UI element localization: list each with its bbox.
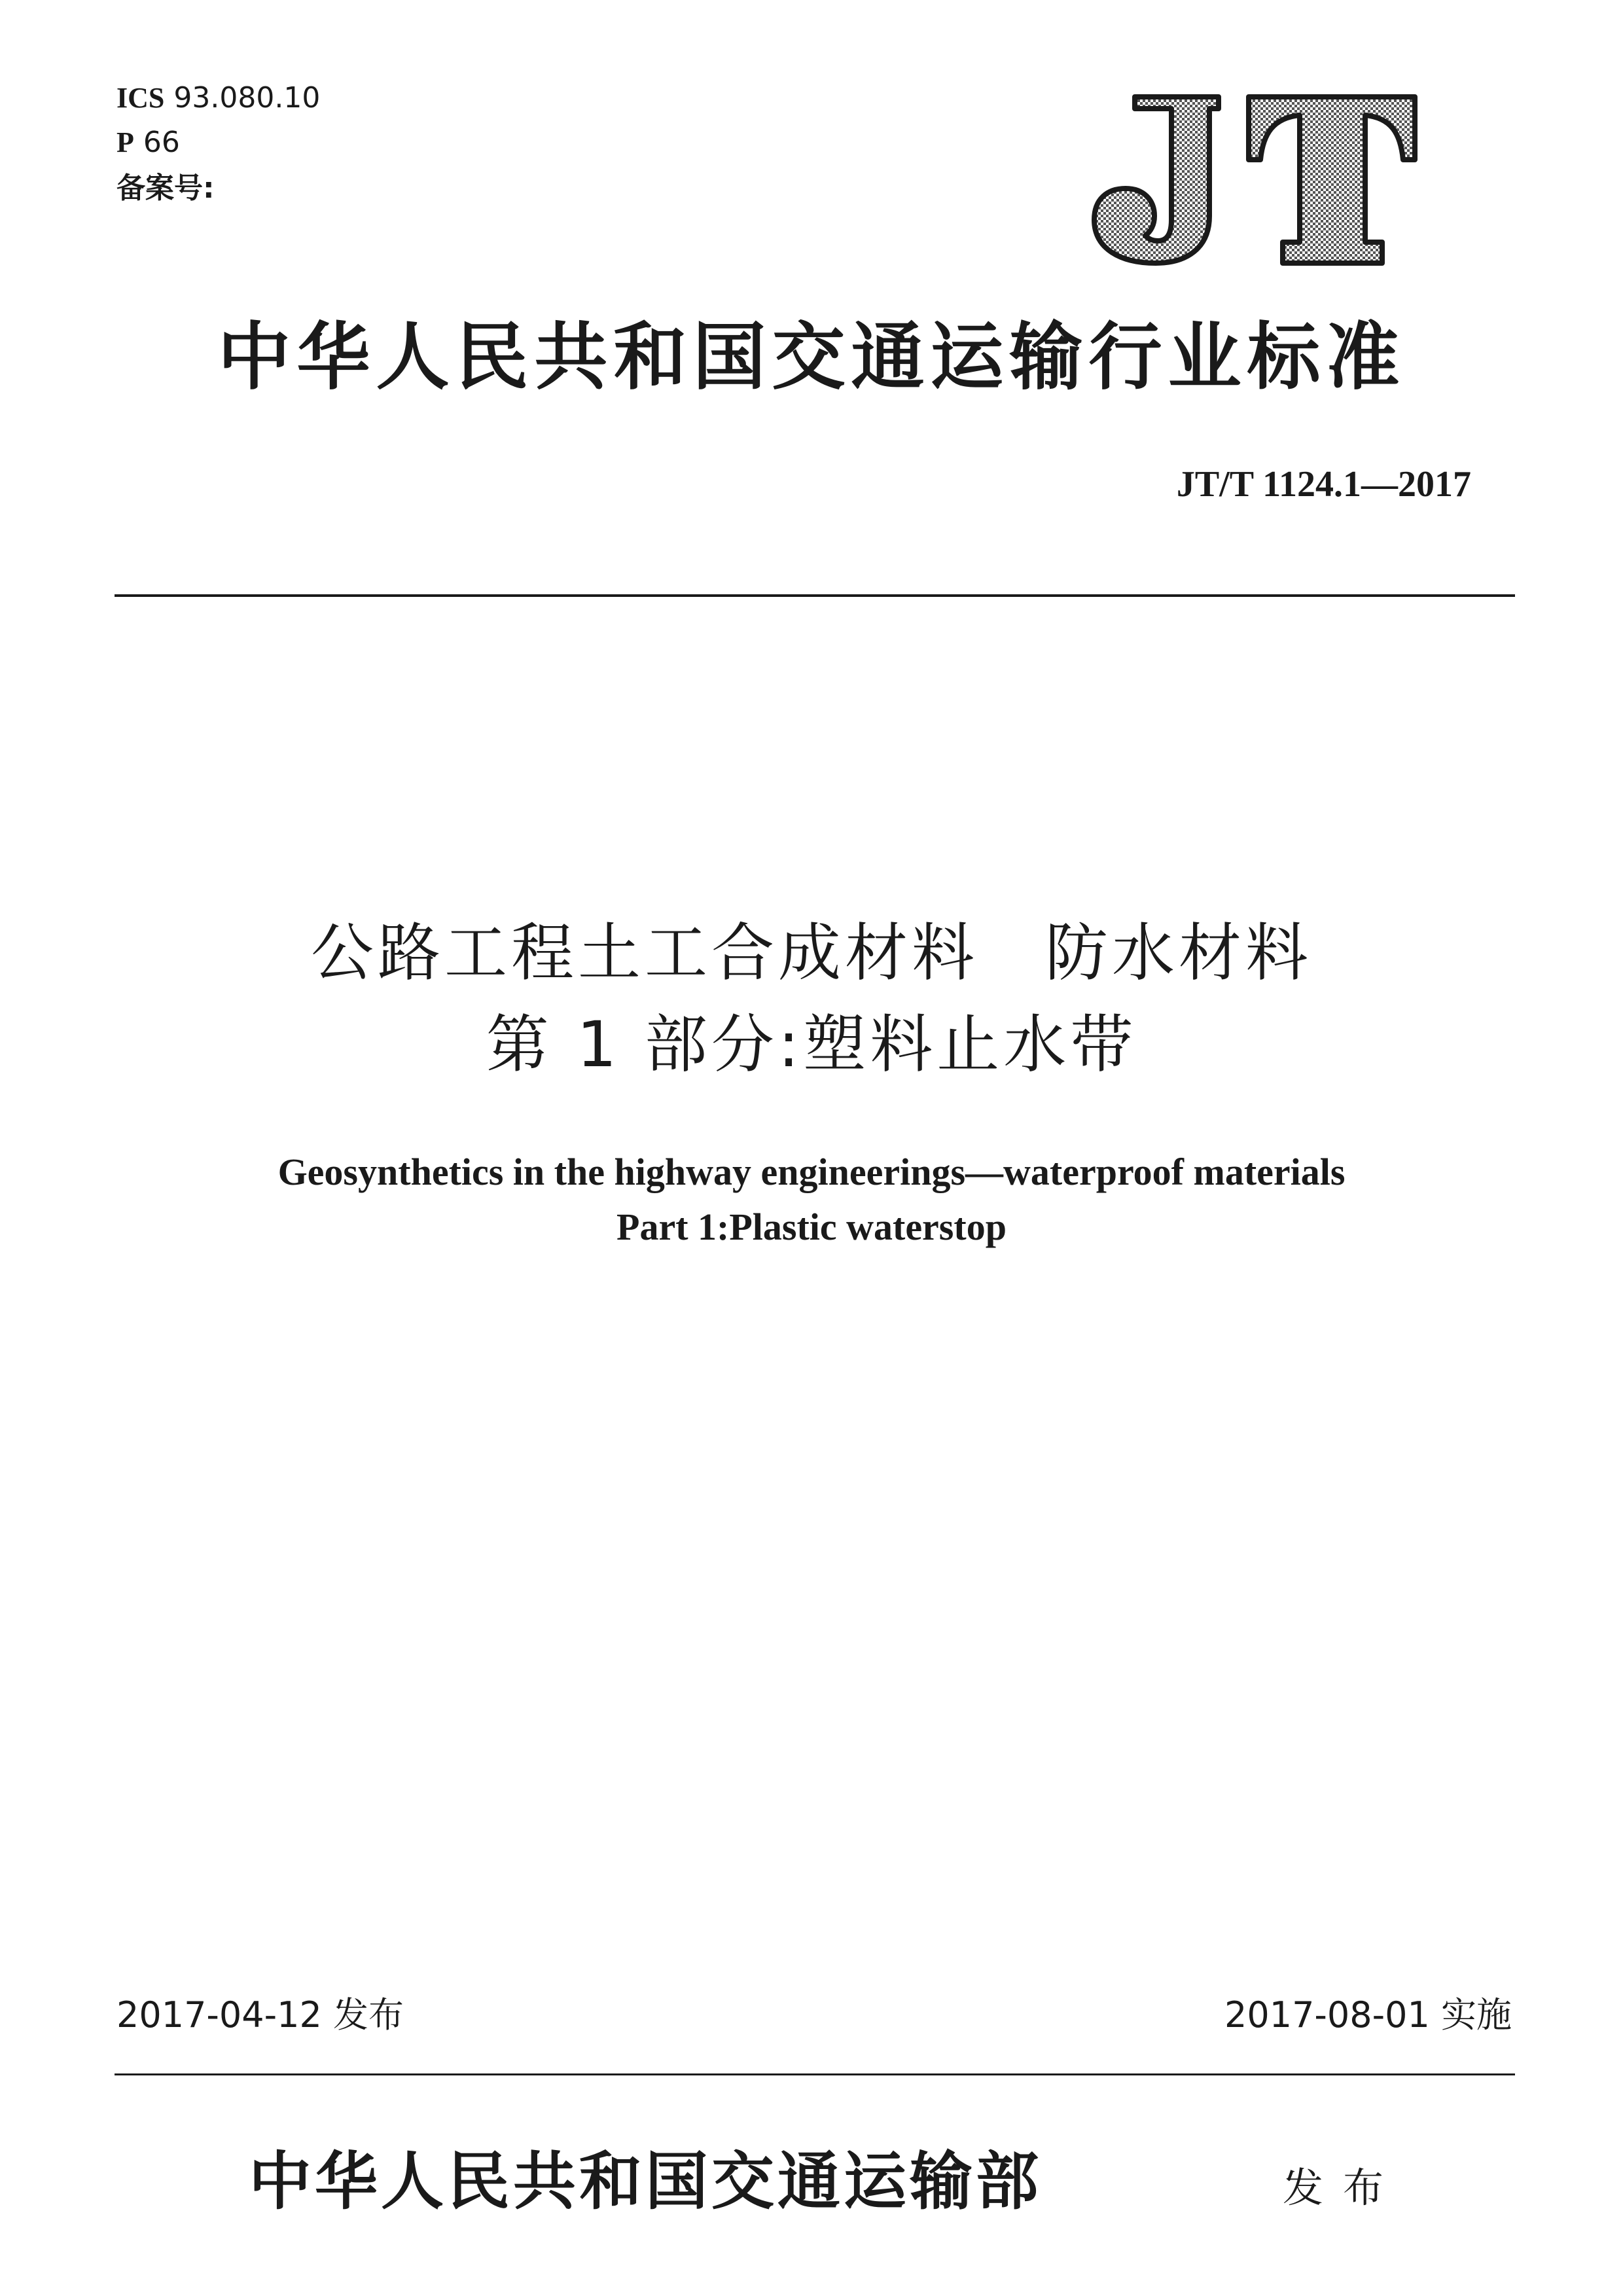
issue-date: 2017-04-12 发布 xyxy=(116,1994,404,2036)
bottom-divider xyxy=(115,2073,1515,2075)
ics-label: ICS xyxy=(116,82,165,114)
standard-number: JT/T 1124.1—2017 xyxy=(1176,464,1471,505)
ccs-value: 66 xyxy=(143,126,180,159)
english-title-line-2: Part 1:Plastic waterstop xyxy=(616,1206,1007,1248)
implementation-date: 2017-08-01 实施 xyxy=(1224,1994,1512,2036)
top-divider xyxy=(115,594,1515,597)
english-title-line-1: Geosynthetics in the highway engineerings—waterproof materials xyxy=(277,1151,1346,1193)
publisher-name: 中华人民共和国交通运输部 xyxy=(249,2144,1042,2218)
chinese-title-line-1: 公路工程土工合成材料 防水材料 xyxy=(311,916,1312,990)
publish-label: 发布 xyxy=(1283,2164,1404,2212)
jt-logo-icon xyxy=(1088,92,1428,268)
ics-value: 93.080.10 xyxy=(173,81,321,115)
filing-number-label: 备案号: xyxy=(116,171,215,205)
chinese-title-line-2: 第 1 部分:塑料止水带 xyxy=(486,1008,1137,1081)
standard-category-title: 中华人民共和国交通运输行业标准 xyxy=(217,314,1406,400)
ics-code xyxy=(116,81,321,115)
ccs-code xyxy=(116,128,180,157)
ccs-label: P xyxy=(116,126,134,158)
